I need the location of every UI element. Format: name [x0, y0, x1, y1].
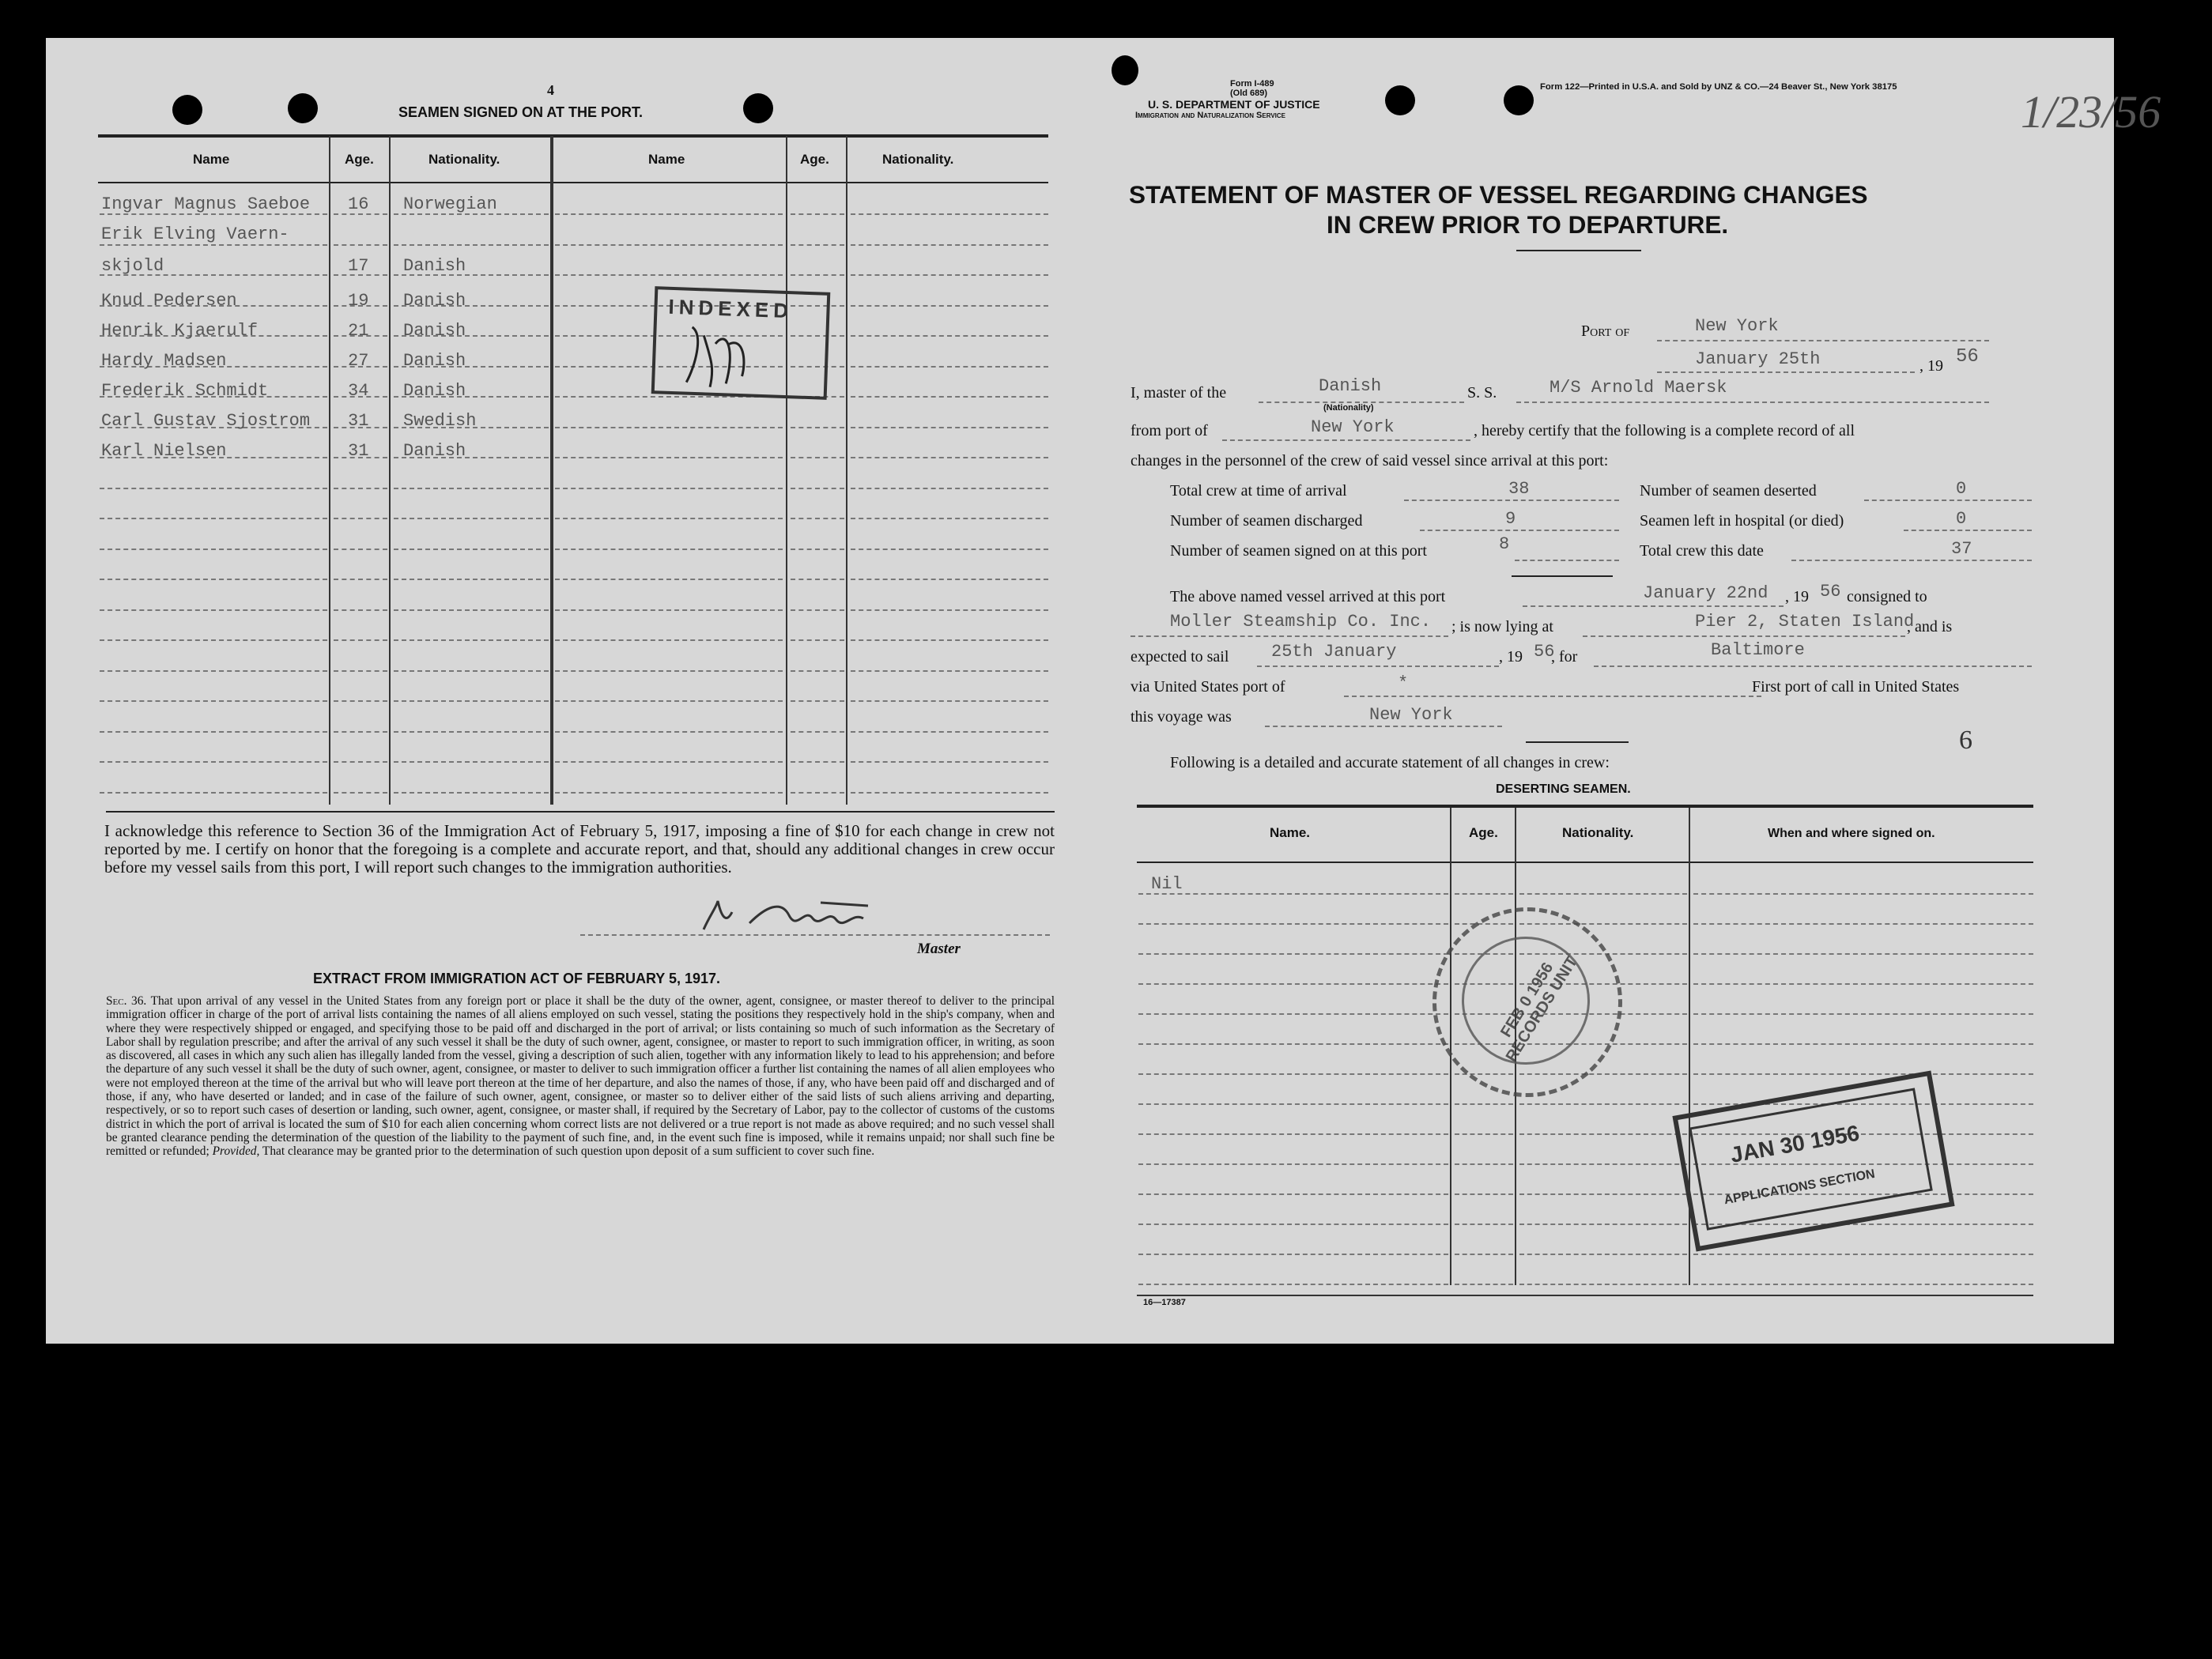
deserting-row-rule	[1519, 893, 1687, 895]
ss-label: S. S.	[1467, 384, 1497, 402]
first-port-label: First port of call in United States	[1752, 678, 1960, 696]
received-stamp-date: JAN 30 1956	[1728, 1120, 1862, 1167]
table-row-rule	[791, 670, 844, 672]
punch-hole	[172, 95, 202, 125]
signed-on-label: Number of seamen signed on at this port	[1170, 542, 1427, 560]
table-row-rule	[100, 700, 327, 702]
first-port-value: New York	[1369, 705, 1453, 725]
signature-line	[580, 934, 1050, 936]
margin-number: 6	[1959, 726, 1972, 755]
table-row-rule	[791, 213, 844, 215]
table-row-rule	[555, 488, 783, 489]
table-row-rule	[791, 274, 844, 276]
table-row-rule	[100, 609, 327, 611]
table-row-rule	[334, 639, 387, 641]
received-stamp-section: APPLICATIONS SECTION	[1723, 1167, 1876, 1208]
seaman-nationality: Danish	[403, 381, 466, 401]
lying-label: ; is now lying at	[1451, 618, 1553, 635]
table-row-rule	[555, 639, 783, 641]
deserting-row-rule	[1693, 1043, 2033, 1045]
deserting-row-rule	[1138, 1224, 1448, 1225]
table-row-rule	[555, 457, 783, 458]
deserting-header-rule	[1137, 862, 2033, 863]
deserting-row-rule	[1693, 1284, 2033, 1285]
table-row-rule	[394, 639, 549, 641]
expected-label: expected to sail	[1131, 648, 1229, 665]
extract-proviso: Provided,	[212, 1144, 260, 1159]
master-of-label: I, master of the	[1131, 384, 1227, 402]
table-top-rule	[98, 134, 1048, 138]
table-row-rule	[334, 244, 387, 246]
deserting-row-rule	[1138, 1163, 1448, 1165]
arrived-year-prefix: , 19	[1785, 588, 1809, 605]
table-row-rule	[791, 518, 844, 519]
total-crew-date-label: Total crew this date	[1640, 542, 1764, 560]
table-row-rule	[394, 518, 549, 519]
table-row-rule	[334, 488, 387, 489]
arrived-year-value: 56	[1820, 582, 1841, 601]
table-row-rule	[851, 731, 1048, 733]
table-row-rule	[851, 700, 1048, 702]
table-row-rule	[791, 427, 844, 428]
deserting-row-rule	[1455, 1103, 1513, 1105]
table-row-rule	[851, 335, 1048, 337]
table-row-rule	[394, 579, 549, 580]
table-row-rule	[555, 731, 783, 733]
seaman-age: 17	[348, 256, 369, 276]
handwritten-date: 1/23/56	[2021, 86, 2161, 138]
column-header-nationality: Nationality.	[882, 152, 954, 167]
seaman-name: Henrik Kjaerulf	[101, 321, 259, 341]
column-header-nationality: Nationality.	[428, 152, 500, 167]
table-row-rule	[394, 244, 549, 246]
table-row-rule	[334, 579, 387, 580]
seaman-age: 21	[348, 321, 369, 341]
and-is-label: , and is	[1907, 618, 1953, 635]
deserting-row-rule	[1138, 1103, 1448, 1105]
deserting-column-name: Name.	[1270, 825, 1311, 840]
nationality-value: Danish	[1319, 376, 1382, 396]
table-row-rule	[394, 700, 549, 702]
deserting-row-rule	[1138, 983, 1448, 985]
table-row-rule	[394, 549, 549, 550]
column-header-name: Name	[648, 152, 685, 167]
deserting-top-rule	[1137, 805, 2033, 808]
table-row-rule	[100, 639, 327, 641]
deserting-row-rule	[1519, 1254, 1687, 1255]
form-id: Form I-489	[1230, 79, 1274, 89]
destination-line	[1594, 665, 2032, 667]
table-row-rule	[394, 731, 549, 733]
expected-year-value: 56	[1534, 642, 1555, 662]
punch-hole	[288, 93, 318, 123]
deserting-row-rule	[1138, 893, 1448, 895]
seaman-name: Karl Nielsen	[101, 441, 227, 461]
form-title-line2: IN CREW PRIOR TO DEPARTURE.	[1327, 210, 1729, 239]
table-row-rule	[100, 549, 327, 550]
table-row-rule	[555, 213, 783, 215]
table-row-rule	[851, 457, 1048, 458]
table-row-rule	[334, 792, 387, 794]
table-row-rule	[555, 761, 783, 763]
table-row-rule	[851, 244, 1048, 246]
seaman-name: Carl Gustav Sjostrom	[101, 411, 311, 431]
deserting-row-rule	[1138, 1284, 1448, 1285]
deserted-label: Number of seamen deserted	[1640, 482, 1817, 500]
arrived-line	[1523, 605, 1784, 607]
arrived-label: The above named vessel arrived at this port	[1170, 588, 1446, 605]
table-row-rule	[555, 579, 783, 580]
seaman-age: 19	[348, 291, 369, 311]
deserting-row-rule	[1138, 953, 1448, 955]
records-unit-stamp-text: FEB 0 1956 RECORDS UNIT	[1497, 953, 1581, 1065]
table-row-rule	[791, 244, 844, 246]
signed-on-value: 8	[1499, 534, 1510, 554]
expected-line	[1257, 665, 1499, 667]
table-row-rule	[555, 670, 783, 672]
table-row-rule	[394, 761, 549, 763]
this-voyage-label: this voyage was	[1131, 708, 1232, 726]
discharged-label: Number of seamen discharged	[1170, 512, 1363, 530]
table-divider	[550, 136, 553, 805]
hospital-label: Seamen left in hospital (or died)	[1640, 512, 1844, 530]
records-unit-stamp	[1433, 907, 1622, 1097]
deserting-row-rule	[1519, 1284, 1687, 1285]
table-row-rule	[334, 731, 387, 733]
table-row-rule	[394, 609, 549, 611]
table-row-rule	[791, 609, 844, 611]
indexed-stamp-text: INDEXED	[668, 294, 794, 323]
total-crew-arrival-line	[1404, 500, 1619, 501]
seaman-age: 31	[348, 411, 369, 431]
indexed-stamp	[651, 286, 831, 400]
table-row-rule	[791, 792, 844, 794]
table-row-rule	[851, 579, 1048, 580]
page-number: 4	[547, 82, 554, 98]
total-crew-arrival-label: Total crew at time of arrival	[1170, 482, 1347, 500]
table-divider	[846, 136, 847, 805]
extract-text: That upon arrival of any vessel in the United States from any foreign port or place it shall be the duty of the owner, agent, consignee, or master thereof to deliver to the principal immigration officer in charge of the port of arrival lists containing the names of all aliens employed on such vessel, stating the positions they respectively hold in the ship's company, when and where they were respectively shipped or engaged, and specifying those to be paid off and discharged in the port of arrival; or lists containing so much of such information as the Secretary of Labor shall by regulation prescribe; and after the arrival of any such vessel it shall be the duty of such owner, agent, consignee, or master to report to such immigration officer, in writing, as soon as discovered, all cases in which any such alien has illegally landed from the vessel, giving a description of such alien, together with any information likely to lead to his apprehension; and before the departure of any such vessel it shall be the duty of such owner, agent, consignee, or master to deliver to such immigration officer a further list containing the names of all alien employees who were not employed thereon at the time of the arrival but who will leave port thereon at the time of her departure, and also the names of those, if any, who have been paid off and discharged and of those, if any, who have deserted or landed; and in case of the failure of such owner, agent, consignee, or master so to deliver either of the said lists of such aliens arriving and departing, respectively, or so to report such cases of desertion or landing, such owner, agent, consignee, or master shall, if required by the Secretary of Labor, pay to the collector of customs of the customs district in which the port of arrival is located the sum of $10 for each alien concerning whom correct lists are not delivered or a true report is not made as above required; and no such vessel shall be granted clearance pending the determination of the question of the liability to the payment of such fine, and, in the event such fine is imposed, while it remains unpaid; nor shall such fine be remitted or refunded;	[106, 994, 1055, 1159]
deserting-column-age: Age.	[1469, 825, 1498, 840]
total-crew-arrival-value: 38	[1508, 479, 1530, 499]
right-page	[1072, 38, 2161, 1344]
expected-value: 25th January	[1271, 642, 1397, 662]
deserting-row-rule	[1519, 1133, 1687, 1135]
table-row-rule	[334, 518, 387, 519]
lying-value: Pier 2, Staten Island	[1695, 612, 1915, 632]
deserted-line	[1864, 500, 2032, 501]
deserting-row-rule	[1693, 953, 2033, 955]
via-value: *	[1398, 673, 1409, 693]
table-row-rule	[791, 488, 844, 489]
deserting-row-rule	[1138, 1133, 1448, 1135]
table-row-rule	[851, 488, 1048, 489]
deserting-heading: DESERTING SEAMEN.	[1496, 782, 1631, 796]
table-row-rule	[851, 670, 1048, 672]
table-row-rule	[851, 396, 1048, 398]
seamen-signed-on-heading: SEAMEN SIGNED ON AT THE PORT.	[398, 104, 644, 120]
punch-hole	[1504, 85, 1534, 115]
seaman-name: Knud Pedersen	[101, 291, 237, 311]
via-label: via United States port of	[1131, 678, 1285, 696]
consignee-line	[1131, 635, 1448, 637]
seaman-name: Erik Elving Vaern-	[101, 224, 289, 244]
deserting-row-rule	[1455, 1284, 1513, 1285]
table-row-rule	[791, 639, 844, 641]
table-row-rule	[394, 488, 549, 489]
nationality-caption: (Nationality)	[1323, 403, 1374, 413]
deserting-row-rule	[1455, 1254, 1513, 1255]
seaman-nationality: Danish	[403, 351, 466, 371]
table-row-rule	[555, 792, 783, 794]
seaman-nationality: Norwegian	[403, 194, 497, 214]
table-row-rule	[851, 366, 1048, 368]
lying-line	[1583, 635, 1905, 637]
table-row-rule	[334, 670, 387, 672]
total-crew-date-line	[1791, 560, 2032, 561]
table-row-rule	[851, 792, 1048, 794]
deserting-column-nationality: Nationality.	[1562, 825, 1634, 840]
master-signature	[694, 884, 900, 947]
table-divider	[329, 136, 330, 805]
table-row-rule	[791, 700, 844, 702]
table-row-rule	[851, 609, 1048, 611]
master-caption: Master	[917, 941, 961, 957]
deserting-row-rule	[1519, 1224, 1687, 1225]
form-old-id: (Old 689)	[1230, 89, 1268, 98]
punch-hole	[1385, 85, 1415, 115]
arrived-value: January 22nd	[1643, 583, 1768, 603]
table-row-rule	[100, 518, 327, 519]
table-row-rule	[394, 670, 549, 672]
received-stamp-frame	[1689, 1088, 1933, 1230]
from-port-value: New York	[1311, 417, 1395, 437]
table-row-rule	[555, 549, 783, 550]
year-prefix: , 19	[1919, 357, 1943, 375]
deserting-row-rule	[1455, 1133, 1513, 1135]
port-of-value: New York	[1695, 316, 1779, 336]
seaman-name: skjold	[101, 256, 164, 276]
table-row-rule	[100, 792, 327, 794]
deserting-row-rule	[1455, 1224, 1513, 1225]
table-row-rule	[791, 761, 844, 763]
acknowledgement-text: I acknowledge this reference to Section 36 of the Immigration Act of February 5, 1917, imposing a fine of $10 for each change in crew not reported by me. I certify on honor that the foregoing is a complete and accurate report, and that, should any additional changes in crew occur before my vessel sails from this port, I will report such changes to the immigration authorities.	[104, 821, 1055, 877]
table-row-rule	[334, 700, 387, 702]
form-number-footer: 16—17387	[1143, 1298, 1186, 1307]
deserting-row-rule	[1455, 1193, 1513, 1195]
date-line	[1657, 371, 1915, 373]
discharged-value: 9	[1505, 509, 1516, 529]
table-row-rule	[555, 244, 783, 246]
deserting-row-rule	[1519, 1163, 1687, 1165]
table-row-rule	[851, 305, 1048, 307]
table-row-rule	[334, 609, 387, 611]
agency-name: U. S. DEPARTMENT OF JUSTICE	[1148, 98, 1320, 111]
extract-tail: That clearance may be granted prior to the determination of such question upon deposit of a sum sufficient to cover such fine.	[262, 1144, 875, 1159]
punch-hole	[1112, 55, 1138, 85]
deserting-row-rule	[1138, 1043, 1448, 1045]
signed-on-line	[1515, 560, 1619, 561]
table-row-rule	[851, 213, 1048, 215]
table-row-rule	[851, 518, 1048, 519]
hospital-value: 0	[1956, 509, 1967, 529]
discharged-line	[1420, 530, 1619, 531]
left-page	[46, 38, 1072, 1344]
table-row-rule	[791, 731, 844, 733]
deserting-row-rule	[1455, 893, 1513, 895]
deserting-row-rule	[1138, 1254, 1448, 1255]
indexed-initials	[678, 319, 776, 393]
voyage-underline	[1526, 741, 1629, 743]
table-divider	[786, 136, 787, 805]
following-text: Following is a detailed and accurate statement of all changes in crew:	[1170, 754, 1610, 771]
service-name: Immigration and Naturalization Service	[1135, 111, 1286, 120]
printer-line: Form 122—Printed in U.S.A. and Sold by UNZ & CO.—24 Beaver St., New York 38175	[1540, 82, 1897, 92]
changes-text: changes in the personnel of the crew of said vessel since arrival at this port:	[1131, 452, 1609, 469]
title-underline	[1516, 250, 1641, 251]
from-port-label: from port of	[1131, 422, 1208, 439]
deserting-row-rule	[1455, 1163, 1513, 1165]
deserting-row-rule	[1693, 923, 2033, 925]
year-value: 56	[1956, 346, 1979, 368]
deserting-row-rule	[1693, 1254, 2033, 1255]
table-row-rule	[851, 549, 1048, 550]
punch-hole	[743, 93, 773, 123]
deserting-row-rule	[1519, 1103, 1687, 1105]
deserting-row-rule	[1138, 1013, 1448, 1015]
seaman-nationality: Danish	[403, 291, 466, 311]
seaman-age: 31	[348, 441, 369, 461]
table-row-rule	[851, 274, 1048, 276]
table-row-rule	[100, 488, 327, 489]
table-row-rule	[791, 579, 844, 580]
deserting-row-rule	[1693, 893, 2033, 895]
deserting-entry: Nil	[1151, 874, 1183, 894]
consignee-value: Moller Steamship Co. Inc.	[1170, 612, 1432, 632]
table-row-rule	[791, 549, 844, 550]
seaman-nationality: Danish	[403, 441, 466, 461]
column-header-age: Age.	[800, 152, 829, 167]
table-row-rule	[334, 761, 387, 763]
table-row-rule	[555, 274, 783, 276]
extract-body	[106, 994, 1055, 1159]
seaman-age: 34	[348, 381, 369, 401]
vessel-line	[1516, 402, 1989, 403]
table-row-rule	[555, 518, 783, 519]
hospital-line	[1904, 530, 2032, 531]
seaman-name: Hardy Madsen	[101, 351, 227, 371]
port-of-label: Port of	[1581, 322, 1630, 340]
table-row-rule	[394, 792, 549, 794]
deserting-column-signed-on: When and where signed on.	[1768, 827, 1935, 840]
deserting-row-rule	[1693, 983, 2033, 985]
table-row-rule	[851, 639, 1048, 641]
destination-value: Baltimore	[1711, 640, 1805, 660]
expected-year-prefix: , 19	[1499, 648, 1523, 665]
seaman-name: Frederik Schmidt	[101, 381, 269, 401]
extract-heading: EXTRACT FROM IMMIGRATION ACT OF FEBRUARY 5, 1917.	[313, 971, 721, 986]
table-row-rule	[100, 670, 327, 672]
port-of-line	[1657, 340, 1989, 341]
consigned-label: consigned to	[1847, 588, 1927, 605]
via-line	[1344, 696, 1761, 697]
deserting-row-rule	[1693, 1073, 2033, 1075]
total-crew-date-value: 37	[1951, 539, 1972, 559]
deserting-bottom-rule	[1137, 1295, 2033, 1296]
table-row-rule	[555, 609, 783, 611]
deserting-row-rule	[1138, 923, 1448, 925]
table-row-rule	[555, 427, 783, 428]
acknowledgement-rule	[106, 811, 1055, 813]
table-row-rule	[791, 457, 844, 458]
table-divider	[389, 136, 391, 805]
seaman-age: 16	[348, 194, 369, 214]
certify-text: , hereby certify that the following is a complete record of all	[1474, 422, 1855, 439]
for-label: , for	[1551, 648, 1578, 665]
date-value: January 25th	[1695, 349, 1821, 369]
table-row-rule	[100, 731, 327, 733]
column-header-name: Name	[193, 152, 230, 167]
seaman-nationality: Danish	[403, 321, 466, 341]
seaman-name: Ingvar Magnus Saeboe	[101, 194, 311, 214]
seaman-age: 27	[348, 351, 369, 371]
table-row-rule	[100, 761, 327, 763]
table-row-rule	[555, 700, 783, 702]
table-row-rule	[334, 549, 387, 550]
deserted-value: 0	[1956, 479, 1967, 499]
seaman-nationality: Swedish	[403, 411, 477, 431]
vessel-value: M/S Arnold Maersk	[1550, 378, 1727, 398]
seaman-nationality: Danish	[403, 256, 466, 276]
counts-underline	[1512, 575, 1613, 577]
table-row-rule	[851, 427, 1048, 428]
from-port-line	[1222, 439, 1470, 441]
table-header-rule	[98, 182, 1048, 183]
column-header-age: Age.	[345, 152, 374, 167]
deserting-row-rule	[1519, 1193, 1687, 1195]
table-row-rule	[851, 761, 1048, 763]
deserting-row-rule	[1138, 1073, 1448, 1075]
form-title-line1: STATEMENT OF MASTER OF VESSEL REGARDING CHANGES	[1129, 180, 1868, 209]
deserting-row-rule	[1693, 1013, 2033, 1015]
table-row-rule	[100, 579, 327, 580]
extract-lead: Sec. 36.	[106, 994, 147, 1008]
first-port-line	[1265, 726, 1502, 727]
deserting-row-rule	[1138, 1193, 1448, 1195]
